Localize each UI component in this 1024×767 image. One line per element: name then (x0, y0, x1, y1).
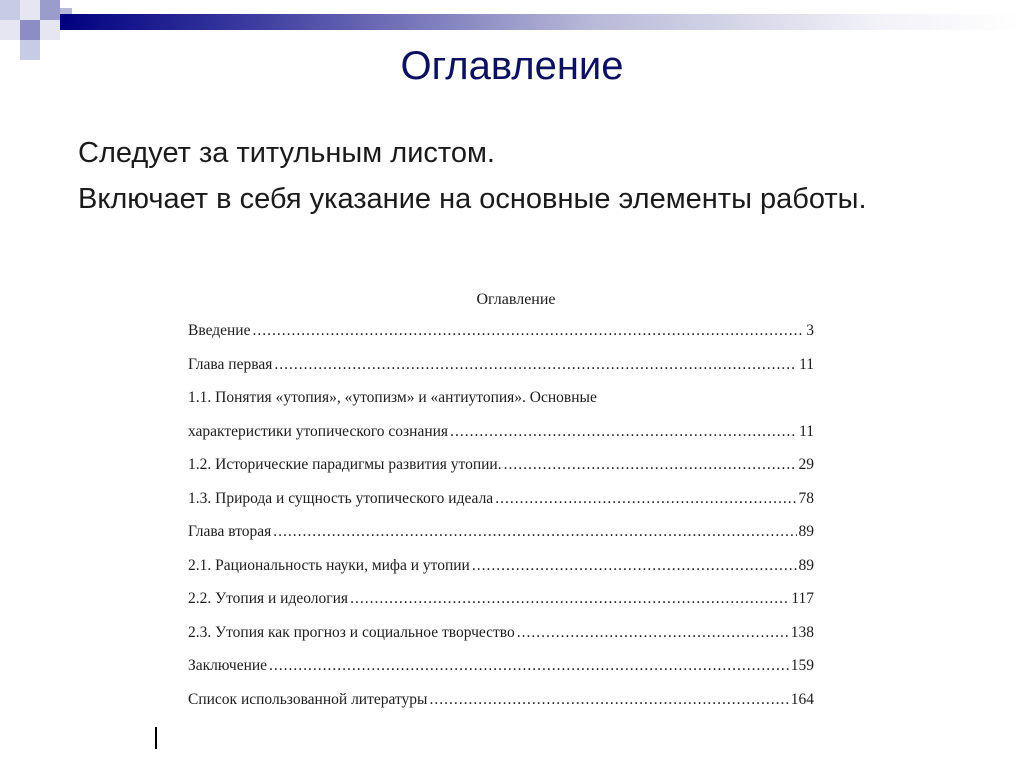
toc-entry (188, 683, 814, 717)
toc-leader-dots (517, 616, 789, 650)
decor-square (40, 0, 60, 20)
toc-entry-page: 11 (799, 422, 814, 440)
toc-leader-dots (472, 549, 797, 583)
bullet-list (78, 134, 938, 226)
decor-square (40, 20, 60, 40)
toc-entry-label: Глава первая (188, 355, 273, 373)
toc-entry (188, 549, 814, 583)
toc-entry-label: 1.2. Исторические парадигмы развития утопии. (188, 456, 502, 473)
toc-entry-page: 117 (791, 590, 814, 607)
toc-leader-dots (495, 482, 796, 516)
header-gradient-bar (60, 14, 1024, 30)
toc-entry-label: Заключение (188, 657, 268, 674)
toc-title: Оглавление (476, 291, 556, 308)
toc-entry (188, 381, 814, 415)
text-cursor (155, 727, 157, 749)
toc-entry-page: 89 (798, 556, 814, 574)
toc-entry-label: Глава вторая (188, 523, 272, 540)
toc-leader-dots (350, 582, 789, 616)
toc-entry-label: 1.3. Природа и сущность утопического идеала (188, 489, 494, 507)
toc-entry (188, 348, 814, 382)
decor-square (0, 0, 20, 20)
toc-entry-page: 3 (806, 322, 814, 339)
toc-entry-label: 2.2. Утопия и идеология (188, 590, 349, 607)
toc-entry (188, 582, 814, 616)
toc-leader-dots (273, 515, 796, 549)
toc-leader-dots (269, 649, 789, 683)
toc-entry (188, 482, 814, 516)
toc-entry-label: 2.3. Утопия как прогноз и социальное творчество (188, 623, 515, 641)
toc-entry (188, 448, 814, 482)
toc-leader-dots (450, 415, 797, 449)
toc-entry (188, 515, 814, 549)
toc-entry-label: 2.1. Рациональность науки, мифа и утопии (188, 556, 470, 574)
toc-entry-label: 1.1. Понятия «утопия», «утопизм» и «антиутопия». Основные (188, 389, 597, 406)
bullet-item: Следует за титульным листом. (78, 137, 495, 169)
toc-entry-page: 159 (790, 657, 814, 674)
toc-entry-page: 164 (790, 690, 814, 708)
toc-leader-dots (429, 683, 788, 717)
toc-entry-label: характеристики утопического сознания (188, 422, 449, 440)
toc-document (188, 286, 814, 716)
decor-square (20, 0, 40, 20)
toc-entry (188, 314, 814, 348)
toc-entry-page: 29 (798, 456, 814, 473)
toc-entry-page: 89 (798, 523, 814, 540)
toc-entry-page: 11 (799, 355, 814, 373)
toc-entry-page: 138 (790, 623, 814, 641)
toc-entry-page: 78 (798, 489, 814, 507)
decor-square (20, 20, 40, 40)
toc-leader-dots (504, 448, 797, 482)
toc-entry (188, 415, 814, 449)
toc-entry (188, 649, 814, 683)
decor-square (0, 20, 20, 40)
toc-entry-label: Список использованной литературы (188, 690, 428, 708)
toc-entry-label: Введение (188, 322, 251, 339)
bullet-item: Включает в себя указание на основные элементы работы. (78, 183, 867, 215)
toc-leader-dots (252, 314, 804, 348)
toc-entry (188, 616, 814, 650)
toc-leader-dots (274, 348, 797, 382)
slide-title: Оглавление (400, 44, 624, 88)
